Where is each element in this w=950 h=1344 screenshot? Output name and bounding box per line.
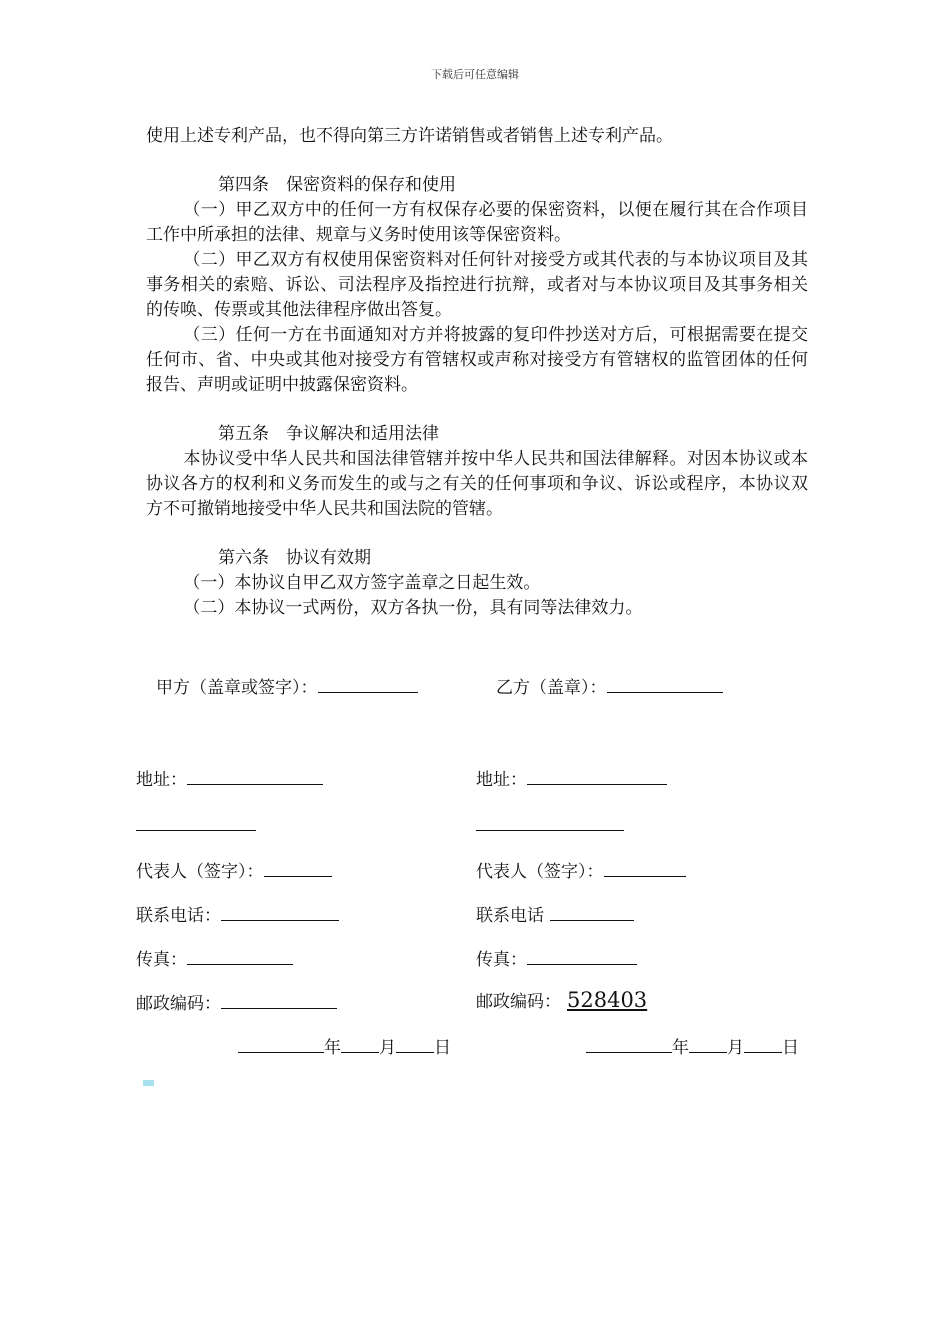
article-6-title: 第六条 协议有效期 <box>218 548 371 568</box>
article-4-title: 第四条 保密资料的保存和使用 <box>218 175 456 195</box>
article-4-clause-2: （二）甲乙双方有权使用保密资料对任何针对接受方或其代表的与本协议项目及其事务相关的索赔、诉讼、司法程序及指控进行抗辩，或者对与本协议项目及其事务相关的传唤、传票或其他法律程序做出答复。 <box>146 250 808 320</box>
party-b-address-line-2 <box>476 812 624 838</box>
paragraph-continued: 使用上述专利产品，也不得向第三方许诺销售或者销售上述专利产品。 <box>146 126 673 146</box>
article-4-clause-1: （一）甲乙双方中的任何一方有权保存必要的保密资料，以便在履行其在合作项目工作中所承担的法律、规章与义务时使用该等保密资料。 <box>146 200 808 245</box>
party-b-fax <box>476 946 637 972</box>
party-a-postal-code <box>136 990 337 1016</box>
address-b-line[interactable] <box>527 766 667 785</box>
postal-a-label: 邮政编码： <box>136 994 221 1014</box>
address-a-line-2[interactable] <box>136 812 256 831</box>
date-b-day-label: 日 <box>782 1038 799 1058</box>
date-a-day-label: 日 <box>434 1038 451 1058</box>
party-a-phone <box>136 902 339 928</box>
date-b-day-blank[interactable] <box>744 1034 782 1053</box>
date-a-year-blank[interactable] <box>238 1034 324 1053</box>
party-b-phone <box>476 902 634 928</box>
rep-b-label: 代表人（签字）： <box>476 862 604 882</box>
date-a-year-label: 年 <box>324 1038 341 1058</box>
fax-b-label: 传真： <box>476 950 527 970</box>
postal-b-label: 邮政编码： <box>476 992 561 1012</box>
party-b-sign-line[interactable] <box>607 674 723 693</box>
party-b-representative <box>476 858 686 884</box>
article-6-clause-1: （一）本协议自甲乙双方签字盖章之日起生效。 <box>183 573 541 593</box>
postal-b-value[interactable]: 528403 <box>567 988 648 1012</box>
phone-a-line[interactable] <box>221 902 339 921</box>
agreement-body <box>146 124 808 621</box>
date-b-year-label: 年 <box>672 1038 689 1058</box>
date-b-month-label: 月 <box>727 1038 744 1058</box>
party-a-address-line-2 <box>136 812 256 838</box>
fax-a-line[interactable] <box>187 946 293 965</box>
fax-a-label: 传真： <box>136 950 187 970</box>
party-b-signature <box>496 674 723 700</box>
party-a-fax <box>136 946 293 972</box>
party-b-address <box>476 766 667 792</box>
party-b-date <box>586 1034 799 1060</box>
party-a-representative <box>136 858 332 884</box>
postal-a-line[interactable] <box>221 990 337 1009</box>
party-a-sign-line[interactable] <box>318 674 418 693</box>
article-5-clause: 本协议受中华人民共和国法律管辖并按中华人民共和国法律解释。对因本协议或本协议各方的权利和义务而发生的或与之有关的任何事项和争议、诉讼或程序，本协议双方不可撤销地接受中华人民共和国法院的管辖。 <box>146 449 808 519</box>
rep-a-line[interactable] <box>264 858 332 877</box>
date-a-day-blank[interactable] <box>396 1034 434 1053</box>
page-header: 下载后可任意编辑 <box>431 68 519 81</box>
fax-b-line[interactable] <box>527 946 637 965</box>
rep-a-label: 代表人（签字）： <box>136 862 264 882</box>
date-a-month-blank[interactable] <box>341 1034 379 1053</box>
party-b-postal-code <box>476 988 653 1014</box>
highlight-marker <box>143 1080 154 1086</box>
address-b-label: 地址： <box>476 770 527 790</box>
date-b-month-blank[interactable] <box>689 1034 727 1053</box>
party-a-label: 甲方（盖章或签字）： <box>156 678 318 698</box>
phone-b-line[interactable] <box>550 902 634 921</box>
party-b-label: 乙方（盖章）： <box>496 678 607 698</box>
party-a-address <box>136 766 323 792</box>
party-a-date <box>238 1034 451 1060</box>
date-b-year-blank[interactable] <box>586 1034 672 1053</box>
address-a-label: 地址： <box>136 770 187 790</box>
party-a-signature <box>156 674 418 700</box>
article-6-clause-2: （二）本协议一式两份，双方各执一份，具有同等法律效力。 <box>183 598 643 618</box>
phone-b-label: 联系电话 <box>476 906 544 926</box>
address-b-line-2[interactable] <box>476 812 624 831</box>
rep-b-line[interactable] <box>604 858 686 877</box>
date-a-month-label: 月 <box>379 1038 396 1058</box>
address-a-line[interactable] <box>187 766 323 785</box>
article-5-title: 第五条 争议解决和适用法律 <box>218 424 439 444</box>
phone-a-label: 联系电话： <box>136 906 221 926</box>
article-4-clause-3: （三）任何一方在书面通知对方并将披露的复印件抄送对方后，可根据需要在提交任何市、省、中央或其他对接受方有管辖权或声称对接受方有管辖权的监管团体的任何报告、声明或证明中披露保密资料。 <box>146 325 808 395</box>
